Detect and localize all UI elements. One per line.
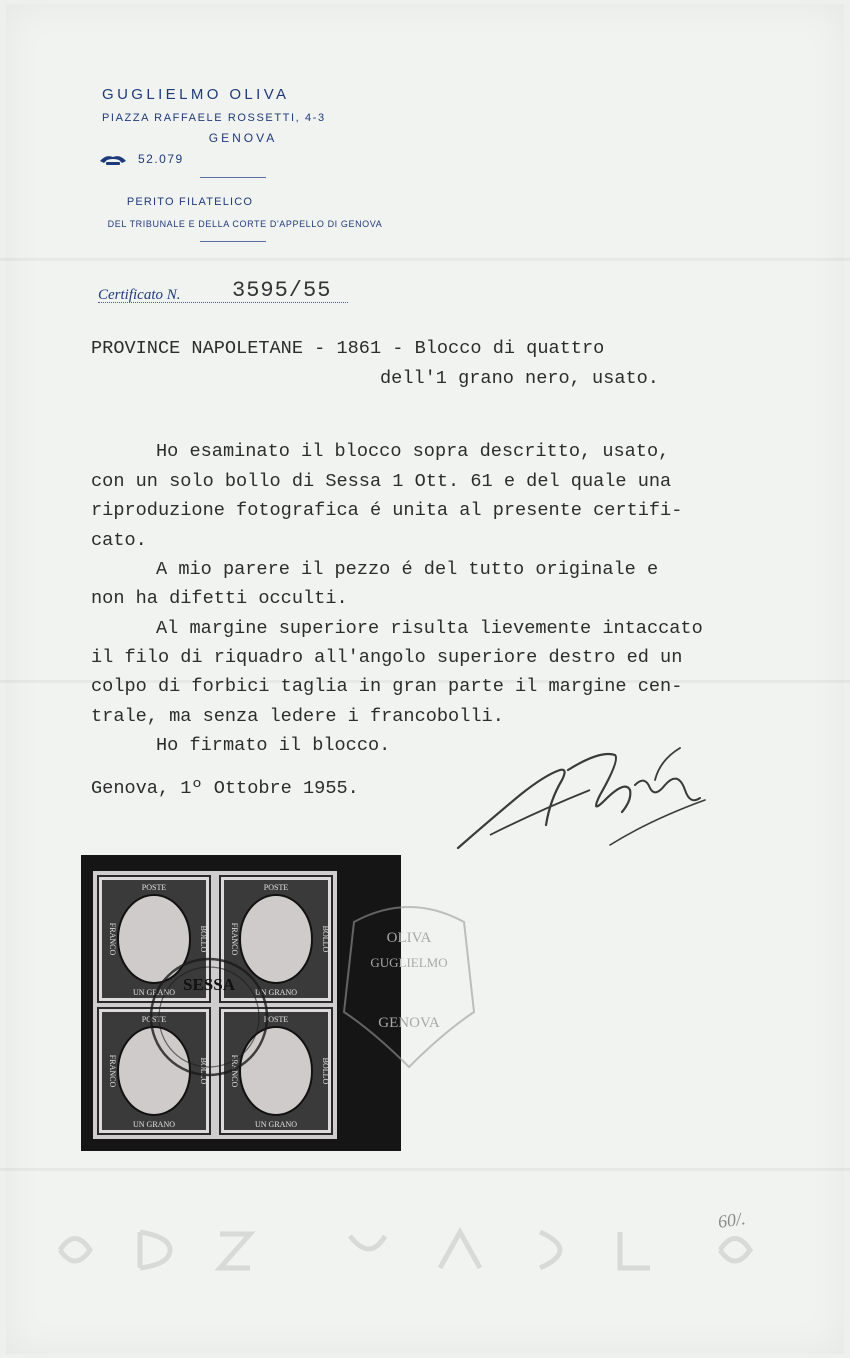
emboss-line-1: OLIVA xyxy=(386,930,432,946)
fold-line xyxy=(0,258,850,261)
stamp-right-label: BOLLO xyxy=(321,1057,330,1085)
stamp-top-label: POSTE xyxy=(263,1015,289,1024)
body-line: trale, ma senza ledere i francobolli. xyxy=(91,706,504,727)
letterhead-city: GENOVA xyxy=(208,131,278,145)
telephone-icon xyxy=(98,154,128,166)
body-line: cato. xyxy=(91,530,147,551)
stamp-bottom-label: UN GRANO xyxy=(133,988,175,997)
stamp-top-label: POSTE xyxy=(141,1015,167,1024)
letterhead-address: PIAZZA RAFFAELE ROSSETTI, 4-3 xyxy=(102,112,326,124)
postmark xyxy=(142,950,277,1085)
body-line: Al margine superiore risulta lievemente intaccato xyxy=(156,618,703,639)
letterhead-title: PERITO FILATELICO xyxy=(126,196,254,208)
embossed-seal xyxy=(334,892,484,1070)
embossed-bottom-mark xyxy=(20,1222,830,1278)
stamp-left-label: FRANCO xyxy=(230,922,239,956)
certificate-label: Certificato N. xyxy=(98,287,181,303)
stamp-bottom-label: UN GRANO xyxy=(255,1120,297,1129)
letterhead-phone xyxy=(98,152,238,166)
place-date: Genova, 1º Ottobre 1955. xyxy=(91,778,359,799)
heading-line-2: dell'1 grano nero, usato. xyxy=(380,368,659,389)
body-line: colpo di forbici taglia in gran parte il margine cen- xyxy=(91,676,683,697)
heading-line-1: PROVINCE NAPOLETANE - 1861 - Blocco di quattro xyxy=(91,338,605,359)
stamp-bottom-label: UN GRANO xyxy=(133,1120,175,1129)
body-line: non ha difetti occulti. xyxy=(91,588,348,609)
certificate-number: 3595/55 xyxy=(232,278,332,303)
body-line: Ho firmato il blocco. xyxy=(156,735,391,756)
letterhead-name: GUGLIELMO OLIVA xyxy=(102,86,290,103)
stamp-left-label: FRANCO xyxy=(230,1054,239,1088)
letterhead-rule xyxy=(200,177,266,178)
emboss-line-2: GUGLIELMO xyxy=(370,955,448,970)
stamp-top-label: POSTE xyxy=(263,883,289,892)
postmark-text: SESSA xyxy=(183,975,235,994)
stamp-right-label: BOLLO xyxy=(199,1057,208,1085)
fold-line xyxy=(0,1168,850,1171)
certificate-dotted-line xyxy=(98,302,348,303)
pencil-note: 60/. xyxy=(716,1208,747,1232)
emboss-line-3: GENOVA xyxy=(378,1015,440,1031)
letterhead-rule xyxy=(200,241,266,242)
letterhead-subtitle: DEL TRIBUNALE E DELLA CORTE D'APPELLO DI GENOVA xyxy=(107,219,383,229)
body-line: A mio parere il pezzo é del tutto originale e xyxy=(156,559,659,580)
phone-number: 52.079 xyxy=(138,152,184,166)
signature xyxy=(450,740,720,860)
stamp-bottom-label: UN GRANO xyxy=(255,988,297,997)
body-line: il filo di riquadro all'angolo superiore destro ed un xyxy=(91,647,683,668)
stamp-top-label: POSTE xyxy=(141,883,167,892)
stamp-left-label: FRANCO xyxy=(108,922,117,956)
body-line: Ho esaminato il blocco sopra descritto, usato, xyxy=(156,441,670,462)
body-line: con un solo bollo di Sessa 1 Ott. 61 e del quale una xyxy=(91,471,672,492)
stamp-left-label: FRANCO xyxy=(108,1054,117,1088)
stamp-right-label: BOLLO xyxy=(199,925,208,953)
stamp-right-label: BOLLO xyxy=(321,925,330,953)
body-line: riproduzione fotografica é unita al presente certifi- xyxy=(91,500,683,521)
